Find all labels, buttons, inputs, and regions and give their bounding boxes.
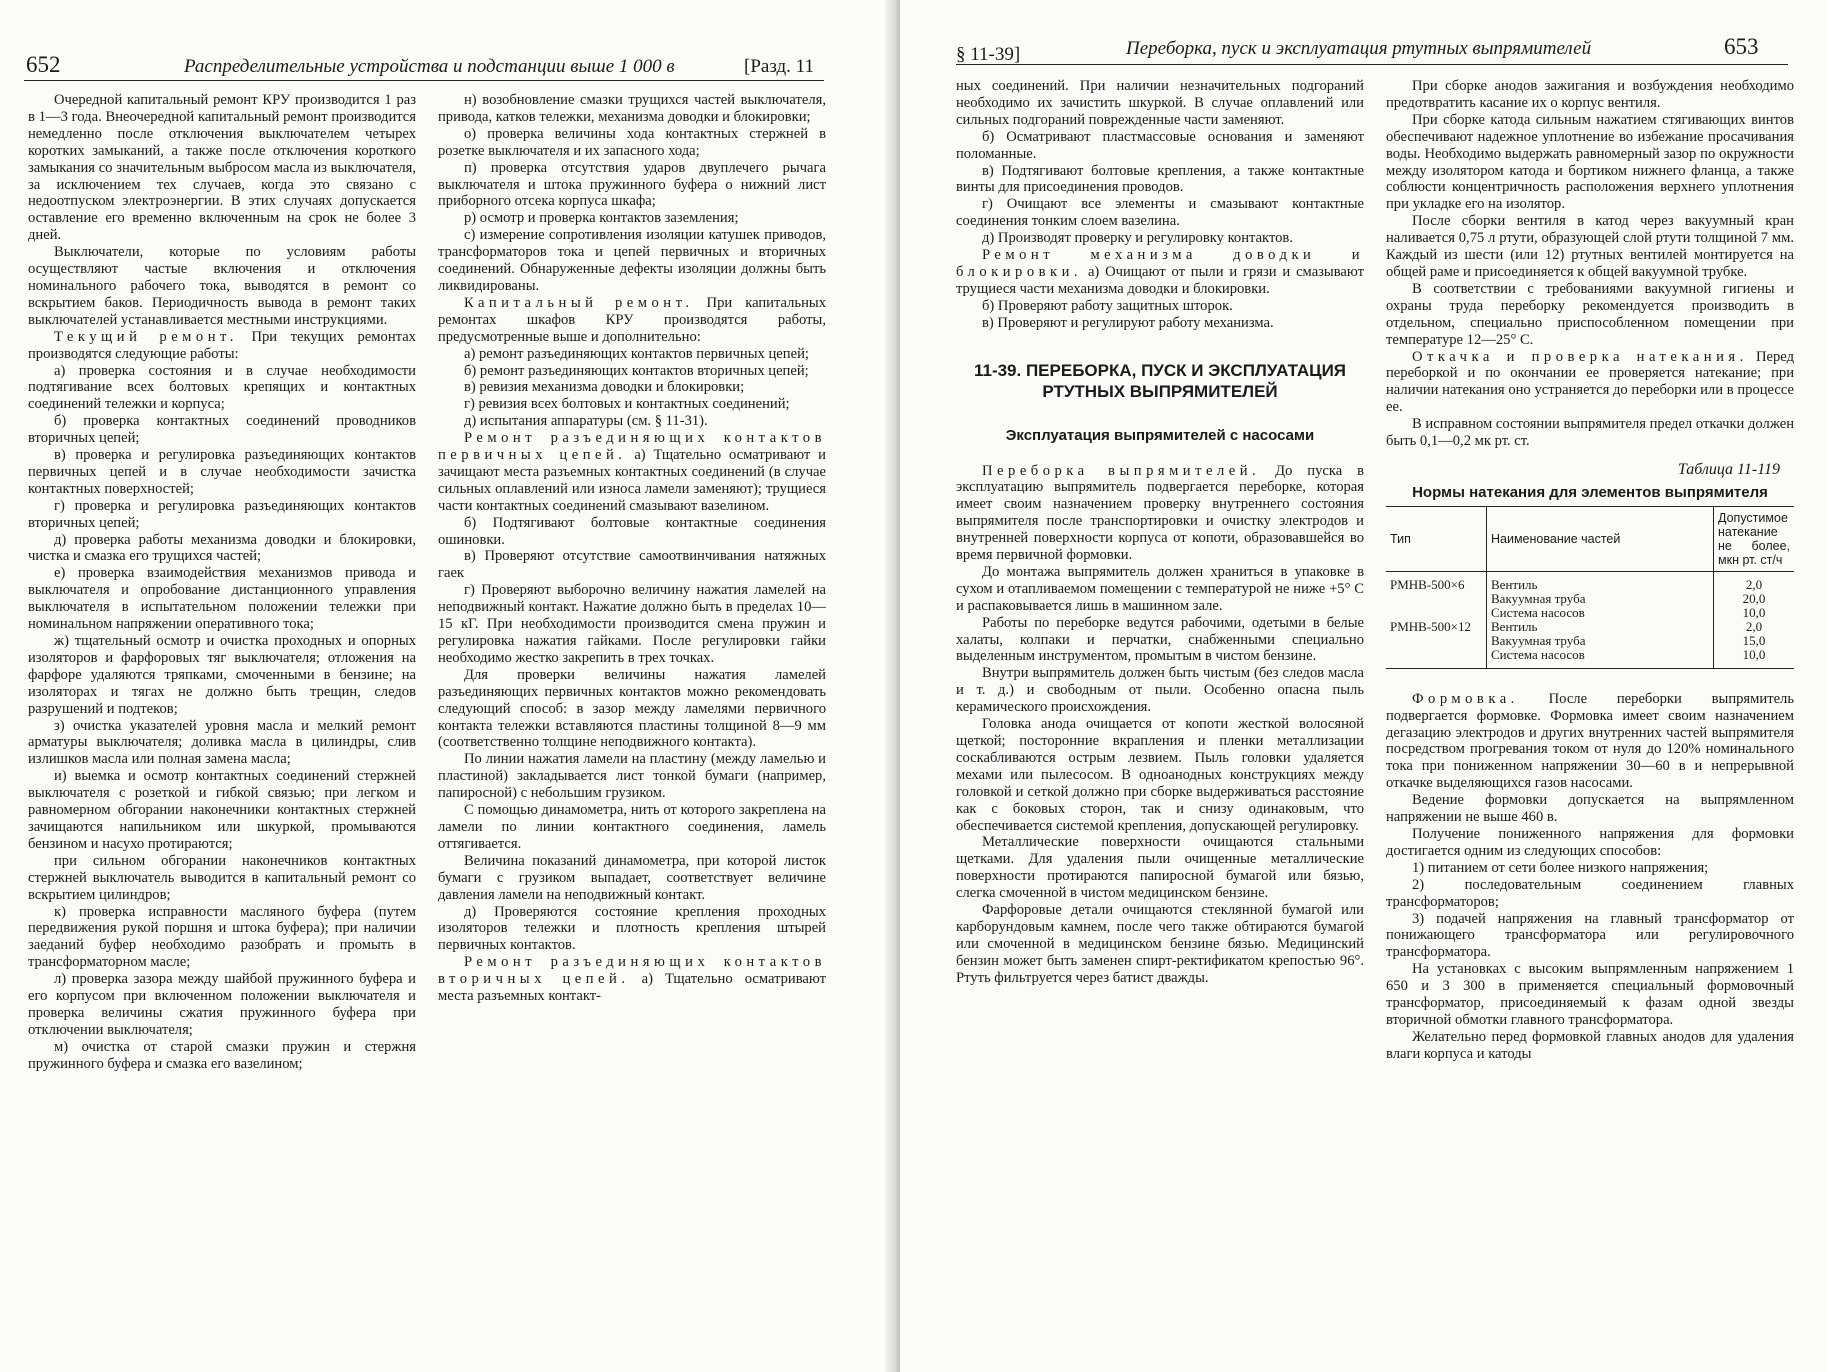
left-header-rule xyxy=(24,80,824,81)
value: 10,0 xyxy=(1742,646,1766,662)
paragraph xyxy=(438,295,826,346)
list-item: о) проверка величины хода контактных стержней в розетке выключателя и их запасного хода; xyxy=(438,125,826,159)
paragraph: Ведение формовки допускается на выпрямленном напряжении не выше 460 в. xyxy=(1386,792,1794,826)
list-item: б) Проверяют работу защитных шторок. xyxy=(982,297,1233,314)
paragraph-text: При капитальных ремонтах шкафов КРУ производятся работы, предусмотренные выше и дополнительно: xyxy=(438,294,826,345)
paragraph-text: До пуска в эксплуатацию выпрямитель подвергается переборке, которая имеет своим назначением проверку внутреннего состояния выпрямителя после транспортировки и очистку электродов и внутренней поверхности корпуса от копоти, образовавшейся во время первичной формовки. xyxy=(956,462,1364,564)
list-item: г) Очищают все элементы и смазывают контактные соединения тонким слоем вазелина. xyxy=(956,196,1364,230)
paragraph: При сборке катода сильным нажатием стягивающих винтов обеспечивают надежное уплотнение во избежание просачивания воды. Необходимо выдержать равномерный зазор по окружности между изолятором катода и бортиком нижнего фланца, а также соблюсти концентричность расположения верхнего уплотнения при укладке его на изолятор. xyxy=(1386,111,1794,213)
table-caption: Таблица 11-119 xyxy=(1677,460,1780,478)
list-item: д) Проверяются состояние крепления проходных изоляторов тележки и плотность крепления штырей первичных контактов. xyxy=(438,903,826,954)
list-item: к) проверка исправности масляного буфера (путем передвижения рукой поршня и штока буфера); при наличии заеданий буфер необходимо разобрать и промыть в трансформаторном масле; xyxy=(28,903,416,971)
list-item: в) Подтягивают болтовые крепления, а также контактные винты для присоединения проводов. xyxy=(956,162,1364,196)
run-in-label: Откачка и проверка натекания. xyxy=(1412,348,1748,365)
paragraph: Желательно перед формовкой главных анодов для удаления влаги корпуса и катоды xyxy=(1386,1028,1794,1062)
table-header-cell: Тип xyxy=(1386,506,1487,571)
paragraph: Величина показаний динамометра, при которой листок бумаги с грузиком выпадает, соответствует величине давления ламели на неподвижный контакт. xyxy=(438,852,826,903)
left-page xyxy=(0,0,890,1372)
list-item: м) очистка от старой смазки пружин и стержня пружинного буфера и смазка его вазелином; xyxy=(28,1038,416,1072)
list-item: з) очистка указателей уровня масла и мелкий ремонт арматуры выключателя; доливка масла в цилиндры, слив излишков масла или полная замена масла; xyxy=(28,717,416,768)
right-header-rule xyxy=(956,64,1788,65)
paragraph: При сборке анодов зажигания и возбуждения необходимо предотвратить касание их о корпус вентиля. xyxy=(1386,78,1794,111)
part-name: Система насосов xyxy=(1491,646,1585,662)
table-row xyxy=(1386,571,1794,620)
paragraph: Для проверки величины нажатия ламелей разъединяющих первичных контактов можно рекомендовать следующий способ: в зазор между ламелями первичного контакта тележки вставляются пластины толщиной 8—9 мм (соответственно толщине неподвижного контакта). xyxy=(438,666,826,751)
list-item: г) Проверяют выборочно величину нажатия ламелей на неподвижный контакт. Нажатие должно быть в пределах 10—15 кГ. При необходимости производится смена пружин и регулировка нажатия гайками. После регулировки гайки необходимо жестко закрепить в трех точках. xyxy=(438,582,826,666)
paragraph: Выключатели, которые по условиям работы осуществляют частые включения и отключения номинального рабочего тока, выводятся в ремонт со вскрытием баков. Периодичность вывода в ремонт таких выключателей устанавливается местными инструкциями. xyxy=(28,244,416,328)
paragraph: В исправном состоянии выпрямителя предел откачки должен быть 0,1—0,2 мк рт. ст. xyxy=(1386,416,1794,450)
list-item: д) Производят проверку и регулировку контактов. xyxy=(982,230,1293,247)
left-column-2 xyxy=(438,92,826,1005)
list-item: 3) подачей напряжения на главный трансформатор от понижающего трансформатора или регулировочного трансформатора. xyxy=(1386,910,1794,961)
list-item: с) измерение сопротивления изоляции катушек приводов, трансформаторов тока и цепей первичных и вторичных соединений. Обнаруженные дефекты изоляции должны быть ликвидированы. xyxy=(438,227,826,294)
list-item: е) проверка взаимодействия механизмов привода и выключателя и опробование дистанционного управления выключателя в испытательном положении тележки при номинальном напряжении оперативного тока; xyxy=(28,565,416,633)
left-page-number: 652 xyxy=(26,52,61,77)
list-item: 1) питанием от сети более низкого напряжения; xyxy=(1412,859,1709,876)
section-subheading: Эксплуатация выпрямителей с насосами xyxy=(1005,426,1315,444)
paragraph: Работы по переборке ведутся рабочими, одетыми в белые халаты, колпаки и перчатки, снабженными специально выделенным инструментом, промытым в чистом бензине. xyxy=(956,614,1364,665)
paragraph: ных соединений. При наличии незначительных подгораний необходимо их зачистить шкуркой. В случае оплавлений или сильных подгораний поврежденные части заменяют. xyxy=(956,78,1364,128)
left-section-ref: [Разд. 11 xyxy=(744,56,814,77)
table-header-cell: Наименование частей xyxy=(1487,506,1714,571)
right-column-2 xyxy=(1386,78,1794,1063)
table-cell-values xyxy=(1714,571,1795,620)
part-name: Система насосов xyxy=(1491,604,1585,620)
part-name: Вакуумная труба xyxy=(1491,632,1586,648)
run-in-label: Переборка выпрямителей. xyxy=(982,462,1261,479)
paragraph: В соответствии с требованиями вакуумной гигиены и охраны труда переборку рекомендуется производить в отдельном, специально приспособленном помещении при температуре 12—25° С. xyxy=(1386,280,1794,348)
table-cell-values xyxy=(1714,620,1795,669)
run-in-label: Ремонт механизма доводки и блокировки. xyxy=(956,247,1364,280)
table-header-cell: Допустимое натекание не более, мкн рт. ст/ч xyxy=(1714,506,1795,571)
list-item: н) возобновление смазки трущихся частей выключателя, привода, катков тележки, механизма доводки и блокировки; xyxy=(438,92,826,125)
paragraph: Получение пониженного напряжения для формовки достигается одним из следующих способов: xyxy=(1386,826,1794,859)
list-item: в) ревизия механизма доводки и блокировки; xyxy=(464,379,745,396)
list-item: б) проверка контактных соединений проводников вторичных цепей; xyxy=(28,413,416,447)
value: 2,0 xyxy=(1745,618,1763,634)
paragraph-text: При текущих ремонтах производятся следующие работы: xyxy=(28,328,416,362)
paragraph-text: Перед переборкой и по окончании ее проверяется натекание; при наличии натекания оно устраняется до переборки или в процессе ее. xyxy=(1386,348,1794,416)
right-page xyxy=(900,0,1826,1372)
part-name: Вакуумная труба xyxy=(1491,590,1586,606)
table-cell-parts xyxy=(1487,620,1714,669)
paragraph: Очередной капитальный ремонт КРУ производится 1 раз в 1—3 года. Внеочередной капитальный ремонт производится немедленно после отключения выключателем четырех коротких замыканий, а также после отключения короткого замыкания со значительным выбросом масла из выключателя, за исключением тех случаев, когда это связано с недоотпуском электроэнергии. В этих случаях допускается оставление его временно включенным на срок не более 3 дней. xyxy=(28,92,416,244)
list-item: а) ремонт разъединяющих контактов первичных цепей; xyxy=(464,345,809,362)
paragraph: До монтажа выпрямитель должен храниться в упаковке в сухом и отапливаемом помещении с температурой не ниже +5° С и распаковывается лишь в машинном зале. xyxy=(956,563,1364,614)
right-column-1 xyxy=(956,78,1364,987)
list-item: в) проверка и регулировка разъединяющих контактов первичных цепей и в случае необходимости зачистка контактных поверхностей; xyxy=(28,447,416,497)
section-heading: 11-39. ПЕРЕБОРКА, ПУСК И ЭКСПЛУАТАЦИЯ РТУТНЫХ ВЫПРЯМИТЕЛЕЙ xyxy=(973,360,1347,401)
list-item: д) испытания аппаратуры (см. § 11-31). xyxy=(464,413,708,430)
table-cell-type: РМНВ-500×6 xyxy=(1390,576,1465,592)
run-in-label: Капитальный ремонт. xyxy=(464,294,694,311)
right-page-number: 653 xyxy=(1724,34,1759,59)
paragraph: На установках с высоким выпрямленным напряжением 1 650 и 3 300 в применяется специальный формовочный трансформатор, присоединяемый к фазам одной звезды вторичной обмотки главного трансформатора. xyxy=(1386,961,1794,1028)
list-item: р) осмотр и проверка контактов заземления; xyxy=(464,210,739,227)
part-name: Вентиль xyxy=(1491,576,1538,592)
run-in-label: Текущий ремонт. xyxy=(54,328,238,345)
paragraph xyxy=(956,247,1364,298)
list-item: д) проверка работы механизма доводки и блокировки, чистка и смазка его трущихся частей; xyxy=(28,531,416,565)
list-item: а) проверка состояния и в случае необходимости подтягивание всех болтовых крепящих и контактных соединений тележки и корпуса; xyxy=(28,362,416,413)
table-cell-parts xyxy=(1487,571,1714,620)
value: 20,0 xyxy=(1742,590,1766,606)
list-item: г) ревизия всех болтовых и контактных соединений; xyxy=(464,396,790,413)
list-item: б) Подтягивают болтовые контактные соединения ошиновки. xyxy=(438,514,826,548)
left-running-title: Распределительные устройства и подстанции выше 1 000 в xyxy=(184,56,675,77)
table-row xyxy=(1386,620,1794,669)
list-item: при сильном обгорании наконечников контактных стержней выключатель выводится в капитальный ремонт со вскрытием цилиндров; xyxy=(28,852,416,903)
value: 10,0 xyxy=(1742,604,1766,620)
run-in-label: Формовка. xyxy=(1412,690,1519,707)
paragraph: Головка анода очищается от копоти жесткой волосяной щеткой; посторонние вкрапления и пленки металлизации соскабливаются острым лезвием. Пыль головки удаляется мехами или пылесосом. В одноанодных конструкциях между головкой и сеткой должно при сборке выдерживаться расстояние как с боковых сторон, так и снизу одинаковым, что обеспечивается системой крепления, допускающей регулировку. xyxy=(956,716,1364,834)
table-cell-type: РМНВ-500×12 xyxy=(1386,620,1487,669)
list-item: ж) тщательный осмотр и очистка проходных и опорных изоляторов и фарфоровых тяг выключателя; отложения на фарфоре удаляются тряпками, смоченными в бензине; на изоляторах и тягах не должно быть трещин, следов разрушений и подтеков; xyxy=(28,633,416,717)
paragraph xyxy=(28,329,416,363)
paragraph xyxy=(1386,349,1794,417)
list-item: в) Проверяют отсутствие самоотвинчивания натяжных гаек xyxy=(438,548,826,582)
left-column-1 xyxy=(28,92,416,1073)
paragraph-text: а) Тщательно осматривают места разъемных контакт- xyxy=(438,971,826,1005)
paragraph: Внутри выпрямитель должен быть чистым (без следов масла и т. д.) и свободным от пыли. Особенно опасна пыль керамического происхождения. xyxy=(956,665,1364,716)
right-running-title: Переборка, пуск и эксплуатация ртутных выпрямителей xyxy=(1126,38,1592,59)
list-item: и) выемка и осмотр контактных соединений стержней выключателя с розеткой и гибкой связью; при легком и равномерном обгорании наконечники контактных стержней зачищаются напильником или шкуркой, промываются бензином и насухо протираются; xyxy=(28,768,416,852)
leakage-norms-table xyxy=(1386,506,1794,669)
value: 15,0 xyxy=(1742,632,1766,648)
run-in-label: Ремонт разъединяющих контактов первичных цепей. xyxy=(438,430,826,464)
part-name: Вентиль xyxy=(1491,618,1538,634)
paragraph xyxy=(956,463,1364,564)
list-item: п) проверка отсутствия ударов двуплечего рычага выключателя и штока пружинного буфера о нижний лист приборного отсека корпуса шкафа; xyxy=(438,159,826,210)
paragraph-text: а) Тщательно осматривают и зачищают места разъемных контактных соединений (в случае сильных оплавлений или износа ламели заменяют); трущиеся части контактных соединений смазывают вазелином. xyxy=(438,447,826,514)
right-section-ref: § 11-39] xyxy=(956,44,1021,65)
paragraph-text: После переборки выпрямитель подвергается формовке. Формовка имеет своим назначением дегазацию электродов и других внутренних частей выпрямителя посредством прогревания током от нуля до 120% номинального тока при пониженном напряжении 30—60 в и непрерывной откачке выделяющихся газов насосами. xyxy=(1386,690,1794,792)
table-title: Нормы натекания для элементов выпрямителя xyxy=(1412,483,1768,501)
list-item: б) ремонт разъединяющих контактов вторичных цепей; xyxy=(464,362,809,379)
paragraph: Металлические поверхности очищаются стальными щетками. Для удаления пыли очищенные металлические поверхности протираются папиросной бумагой или бязью, слегка смоченной в чистом медицинском бензине. xyxy=(956,834,1364,902)
paragraph: По линии нажатия ламели на пластину (между ламелью и пластиной) закладывается лист тонкой бумаги (например, папиросной) с небольшим грузиком. xyxy=(438,751,826,802)
value: 2,0 xyxy=(1745,576,1763,592)
run-in-label: Ремонт разъединяющих контактов вторичных цепей. xyxy=(438,954,826,988)
paragraph: Фарфоровые детали очищаются стеклянной бумагой или карборундовым камнем, после чего также обтираются бумагой или смоченной в медицинском бензине бязью. Медицинский бензин может быть заменен спирт-ректификатом крепостью 96°. Ртуть фильтруется через батист дважды. xyxy=(956,902,1364,986)
list-item: 2) последовательным соединением главных трансформаторов; xyxy=(1386,876,1794,910)
list-item: в) Проверяют и регулируют работу механизма. xyxy=(982,314,1274,331)
paragraph: После сборки вентиля в катод через вакуумный кран наливается 0,75 л ртути, образующей слой ртути толщиной 7 мм. Каждый из шести (или 12) ртутных вентилей монтируется на общей раме и присоединяется к общей вакуумной трубке. xyxy=(1386,213,1794,280)
paragraph xyxy=(1386,691,1794,792)
paragraph xyxy=(438,430,826,515)
paragraph xyxy=(438,954,826,1005)
paragraph-text: а) Очищают от пыли и грязи и смазывают трущиеся части механизма доводки и блокировки. xyxy=(956,263,1365,297)
list-item: б) Осматривают пластмассовые основания и заменяют поломанные. xyxy=(956,128,1364,162)
paragraph: С помощью динамометра, нить от которого закреплена на ламели по линии контактного соединения, ламель оттягивается. xyxy=(438,802,826,852)
list-item: г) проверка и регулировка разъединяющих контактов вторичных цепей; xyxy=(28,497,416,531)
list-item: л) проверка зазора между шайбой пружинного буфера и его корпусом при включенном положении выключателя и проверка величины сжатия пружинного буфера при отключении выключателя; xyxy=(28,971,416,1038)
